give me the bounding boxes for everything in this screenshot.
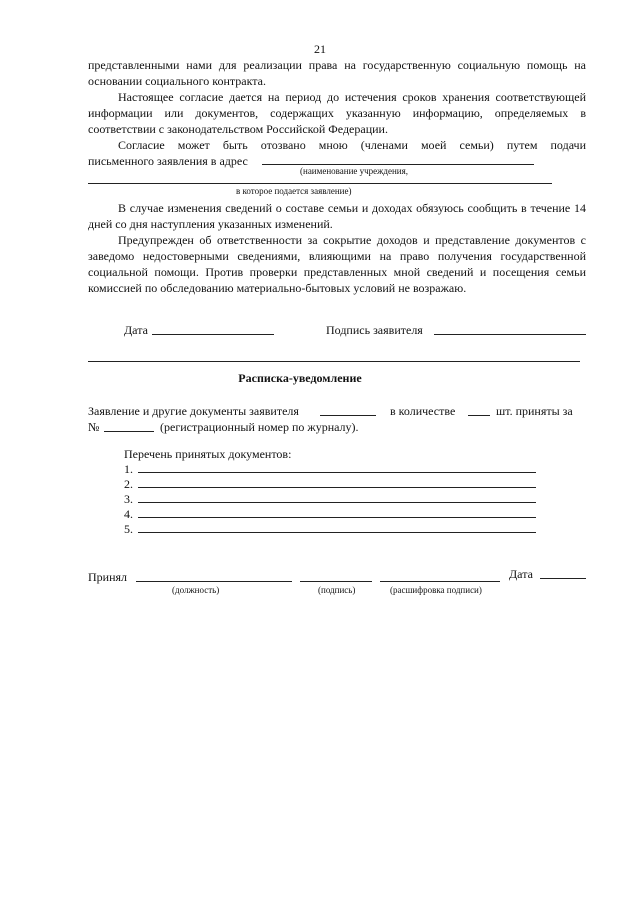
list-item-line[interactable] — [138, 502, 536, 503]
paragraph-1-line-1: представленными нами для реализации права на государственную социальную помощь на — [88, 58, 586, 72]
list-item-number: 1. — [124, 462, 133, 476]
accepted-date-label: Дата — [509, 567, 533, 581]
date-label: Дата — [124, 323, 148, 337]
signature-caption: (подпись) — [318, 585, 356, 595]
paragraph-change-notice: В случае изменения сведений о составе семьи и доходах обязуюсь сообщить в течение 14 дней со дня наступления указанных изменений. — [88, 201, 586, 231]
paragraph-1-line-2: основании социального контракта. — [88, 74, 267, 88]
institution-name-line-2 — [88, 183, 552, 184]
registration-caption: (регистрационный номер по журналу). — [160, 420, 359, 434]
list-item-number: 3. — [124, 492, 133, 506]
receipt-accepted-label: шт. приняты за — [496, 404, 573, 418]
receipt-quantity-label: в количестве — [390, 404, 456, 418]
institution-name-line — [262, 164, 534, 165]
accepted-by-label: Принял — [88, 570, 128, 584]
paragraph-consent-period: Настоящее согласие дается на период до истечения сроков хранения соответствующей информации или документов, содержащих указанную информацию, определяемых в соответствии с законодательством Российской Федерации. — [88, 90, 586, 136]
section-separator — [88, 361, 580, 362]
documents-list-title: Перечень принятых документов: — [124, 447, 292, 461]
receipt-number-sign: № — [88, 420, 100, 434]
list-item-line[interactable] — [138, 517, 536, 518]
signature-line[interactable] — [300, 581, 372, 582]
position-caption: (должность) — [172, 585, 220, 595]
list-item-number: 4. — [124, 507, 133, 521]
receipt-title: Расписка-уведомление — [238, 371, 362, 385]
list-item-line[interactable] — [138, 472, 536, 473]
accepted-date-line[interactable] — [540, 578, 586, 579]
paragraph-withdrawal-line-2: письменного заявления в адрес — [88, 154, 248, 168]
signature-decoding-line[interactable] — [380, 581, 500, 582]
list-item-line[interactable] — [138, 532, 536, 533]
signature-decoding-caption: (расшифровка подписи) — [390, 585, 482, 595]
quantity-field[interactable] — [468, 415, 490, 416]
position-line[interactable] — [136, 581, 292, 582]
paragraph-withdrawal-line-1: Согласие может быть отозвано мною (членами моей семьи) путем подачи — [118, 138, 586, 152]
list-item-number: 5. — [124, 522, 133, 536]
applicant-docs-field[interactable] — [320, 415, 376, 416]
page-number: 21 — [314, 42, 326, 56]
receipt-line-1-text: Заявление и другие документы заявителя — [88, 404, 299, 418]
date-field-line[interactable] — [152, 334, 274, 335]
list-item-line[interactable] — [138, 487, 536, 488]
applicant-signature-label: Подпись заявителя — [326, 323, 423, 337]
list-item-number: 2. — [124, 477, 133, 491]
submitted-caption: в которое подается заявление) — [236, 186, 352, 196]
paragraph-responsibility: Предупрежден об ответственности за сокрытие доходов и представление документов с заведомо недостоверными сведениями, влияющими на право получения государственной социальной помощи. Против проверки представленных мной сведений и посещения семьи комиссией по обследованию материально-бытовых условий не возражаю. — [88, 233, 586, 295]
registration-number-field[interactable] — [104, 431, 154, 432]
institution-caption: (наименование учреждения, — [300, 166, 408, 176]
applicant-signature-line[interactable] — [434, 334, 586, 335]
